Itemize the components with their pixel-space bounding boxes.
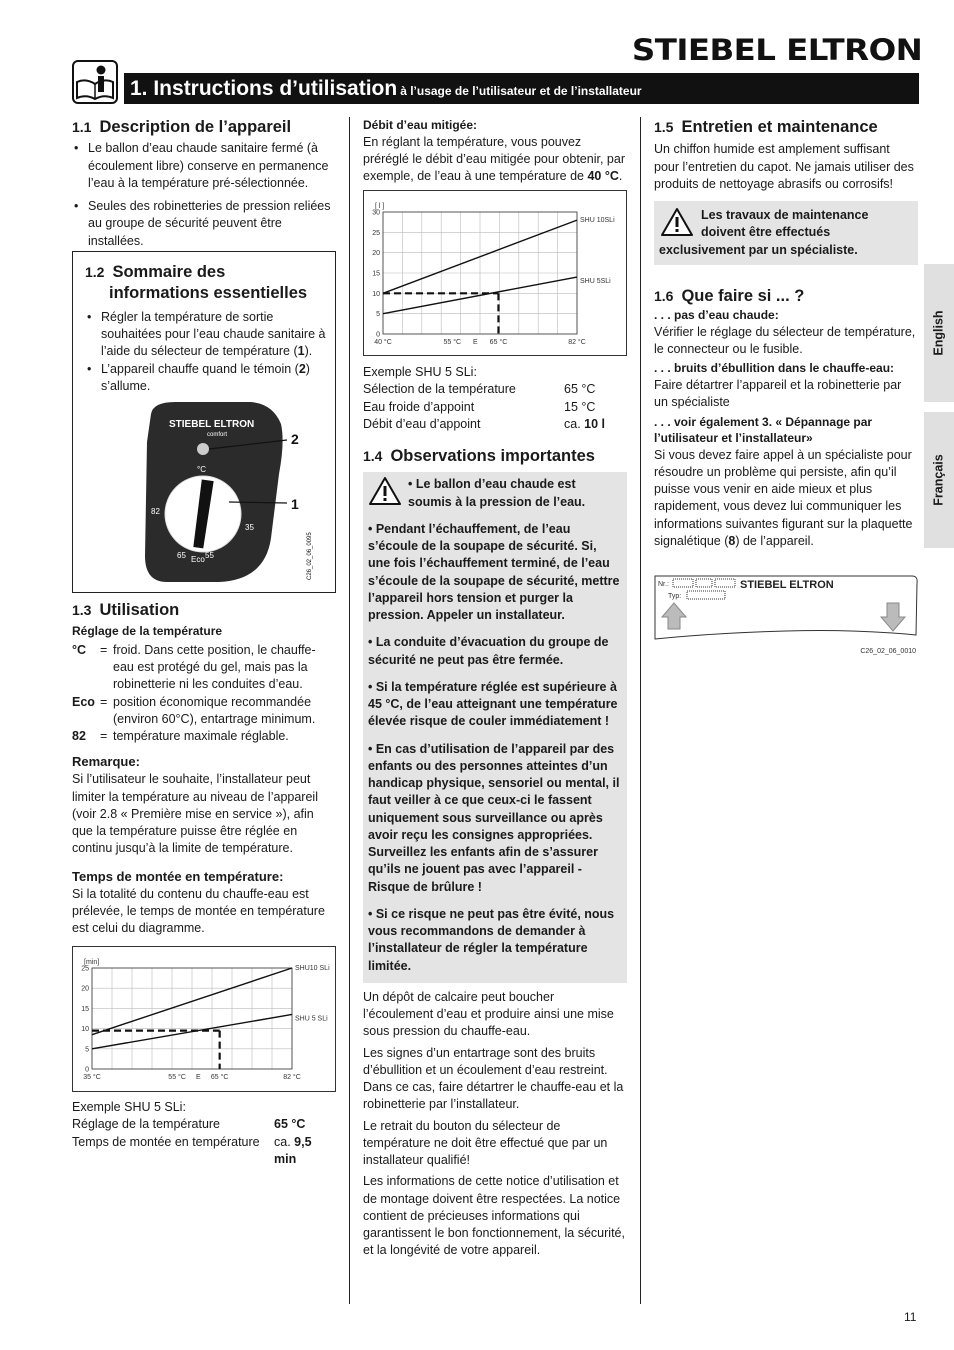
series-label: SHU 5 SLi <box>295 1015 328 1023</box>
example-row: Eau froide d’appoint 15 °C <box>363 399 596 414</box>
dial-mark-eco: Eco <box>191 555 205 564</box>
type-plate-illustration <box>654 575 918 657</box>
heading-number: 1.4 <box>363 448 383 464</box>
warning-text: • La conduite d’évacuation du groupe de sécurité ne peut pas être fermée. <box>368 635 609 667</box>
example-row: Temps de montée en température ca. 9,5 min <box>72 1134 312 1166</box>
x-tick-label: E <box>473 339 478 346</box>
question: . . . voir également 3. « Dépannage par l’utilisateur et l’installateur» <box>654 414 873 446</box>
heading-text: Entretien et maintenance <box>681 118 878 136</box>
list-item: • L’appareil chauffe quand le témoin (2) s’allume. <box>85 361 327 396</box>
paragraph: Les informations de cette notice d’utilisation et de montage doivent être respectées. La notice contient de précieuses informations qui garantissent le bon fonctionnement, la sécurité, et la longévité de votre appareil. <box>363 1174 625 1258</box>
section-title: 1. Instructions d’utilisation <box>130 77 398 100</box>
y-tick-label: 5 <box>376 311 380 319</box>
y-tick-label: 15 <box>81 1005 89 1013</box>
section-subtitle: à l’usage de l’utilisateur et de l’installateur <box>400 84 642 98</box>
question: . . . bruits d’ébullition dans le chauffe-eau: <box>654 361 895 376</box>
dial-mark-35: 35 <box>245 523 254 532</box>
example-row: Sélection de la température 65 °C <box>363 382 596 397</box>
warning-text: • Le ballon d’eau chaude est soumis à la pression de l’eau. <box>408 477 586 509</box>
mixed-water-intro <box>363 117 627 185</box>
warning-triangle-icon <box>368 476 402 506</box>
example-title: Exemple SHU 5 SLi: <box>363 365 477 379</box>
definition-row: 82 = température maximale réglable. <box>72 729 289 744</box>
rise-text: Si la totalité du contenu du chauffe-eau est prélevée, le temps de montée en température est celui du diagramme. <box>72 886 325 936</box>
x-tick-label: 55 °C <box>168 1074 186 1081</box>
y-tick-label: 10 <box>81 1026 89 1034</box>
heading-text: Que faire si ... ? <box>681 287 805 305</box>
x-tick-label: E <box>196 1074 201 1081</box>
callout-2: 2 <box>291 431 299 447</box>
y-tick-label: 10 <box>372 290 380 298</box>
heading-number: 1.5 <box>654 119 674 135</box>
mixed-water-chart <box>363 190 627 356</box>
question: . . . pas d’eau chaude: <box>654 308 779 323</box>
rise-title: Temps de montée en température: <box>72 868 284 884</box>
list-item: • Le ballon d’eau chaude sanitaire fermé (à écoulement libre) conserve en permanence l’eau à la température pré-sélectionnée. <box>72 140 336 192</box>
paragraph: Le retrait du bouton du sélecteur de température ne doit être effectué que par un installateur qualifié! <box>363 1118 608 1168</box>
x-tick-label: 55 °C <box>443 339 462 346</box>
dial-unit: °C <box>197 465 206 474</box>
x-tick-label: 82 °C <box>568 339 586 346</box>
page-number: 11 <box>904 1310 917 1324</box>
heading-text: Observations importantes <box>390 447 595 465</box>
y-tick-label: 15 <box>372 270 380 278</box>
x-tick-label: 65 °C <box>210 1074 229 1081</box>
example-title: Exemple SHU 5 SLi: <box>72 1100 186 1114</box>
brand-logo: STIEBEL ELTRON <box>631 33 922 67</box>
heading-number: 1.6 <box>654 288 674 304</box>
mix-text: En réglant la température, vous pouvez préréglé le débit d’eau mitigée pour obtenir, par exemple, de l’eau à une température de 40 °C. <box>363 134 625 184</box>
y-tick-label: 20 <box>372 250 380 258</box>
y-tick-label: 0 <box>85 1066 89 1074</box>
remark-text: Si l’utilisateur le souhaite, l’installateur peut limiter la température au niveau de l’appareil (voir 2.8 « Première mise en service »), afin que la température puisse être réglée en continu jusqu’à la limite de température. <box>72 772 318 856</box>
definition-row: °C = froid. Dans cette position, le chauffe-eau est protégé du gel, mais pas la robinetterie ni les conduites d’eau. <box>72 642 316 692</box>
plate-typ-label: Typ: <box>668 593 682 600</box>
essential-info-box <box>72 251 336 593</box>
mix-title: Débit d’eau mitigée: <box>363 118 478 132</box>
dial-mark-65: 65 <box>177 551 186 560</box>
paragraph: Les signes d’un entartrage sont des bruits d’ébullition et un écoulement d’eau restreint. Dans ce cas, faire détartrer le chauffe-eau et la robinetterie par l’installateur. <box>363 1045 624 1112</box>
heat-up-example <box>72 1099 336 1168</box>
heading-text: Utilisation <box>99 601 180 619</box>
subheading: Réglage de la température <box>72 624 223 639</box>
section-1-6 <box>654 286 918 550</box>
warning-text: • Si la température réglée est supérieure à 45 °C, de l’eau atteignant une température élevée risque de couler immédiatement ! <box>368 679 618 729</box>
callout-1: 1 <box>291 496 299 512</box>
warning-text: • Si ce risque ne peut pas être évité, nous vous recommandons de demander à l’installateur de régler la température limitée. <box>368 906 615 973</box>
section-1-1 <box>72 117 336 250</box>
paragraph: Un dépôt de calcaire peut boucher l’écoulement d’eau et produire ainsi une mise sous pression du chauffe-eau. <box>363 989 614 1039</box>
warning-triangle-icon <box>659 207 695 237</box>
figure-code: C26_02_06_0010 <box>860 648 916 655</box>
section-1-3 <box>72 600 336 937</box>
x-tick-label: 65 °C <box>489 339 508 346</box>
list-item: • Régler la température de sortie souhaitées pour l’eau chaude sanitaire à l’aide du sélecteur de température (1). <box>85 309 327 361</box>
heading-number: 1.2 <box>85 264 105 280</box>
x-tick-label: 35 °C <box>83 1074 101 1081</box>
plate-nr-label: Nr.: <box>658 581 669 588</box>
y-tick-label: 30 <box>372 209 380 217</box>
warning-text: • En cas d’utilisation de l’appareil par des enfants ou des personnes atteintes d’un handicap physique, sensoriel ou mental, il faut veiller à ce que ceux-ci le fassent uniquement sous surveillance ou après avoir reçu les consignes appropriées. Surveillez les enfants afin de s’assurer qu’ils ne jouent pas avec l’appareil - Risque de brûlure ! <box>368 741 620 894</box>
indicator-lamp <box>197 443 209 455</box>
list-item: • Seules des robinetteries de pression reliées au groupe de sécurité peuvent être installées. <box>72 198 336 250</box>
y-tick-label: 20 <box>81 985 89 993</box>
maintenance-warning-box <box>654 201 918 265</box>
answer: Si vous devez faire appel à un spécialiste pour résoudre un problème qui persiste, afin qu’il puisse vous venir en aide mieux et plus rapidement, vous devez lui communiquer les informations suivantes figurant sur la plaquette signalétique (8) de l’appareil. <box>654 447 913 548</box>
heading-text: Description de l’appareil <box>99 118 292 136</box>
paragraph: Un chiffon humide est amplement suffisant pour l’entretien du capot. Ne jamais utiliser des produits de nettoyage abrasifs ou corrosifs! <box>654 142 914 191</box>
example-row: Réglage de la température 65 °C <box>72 1117 306 1132</box>
series-label: SHU 10SLi <box>580 217 615 225</box>
definition-row: Eco = position économique recommandée (environ 60°C), entartrage minimum. <box>72 694 316 726</box>
column-divider <box>640 117 641 1304</box>
heat-up-time-chart <box>72 946 336 1092</box>
warning-text: • Pendant l’échauffement, de l’eau s’écoule de la soupape de sécurité. Si, une fois l’échauffement terminé, de l’eau s’écoule de la soupape de sécurité, mettre l’appareil hors tension et purger la pression. Appeler un installateur. <box>368 521 620 623</box>
x-tick-label: 82 °C <box>283 1074 301 1081</box>
example-row: Débit d’eau d’appoint ca. 10 l <box>363 416 606 431</box>
warning-text: Les travaux de maintenance doivent être effectués exclusivement par un spécialiste. <box>659 208 869 257</box>
section-1-4 <box>363 446 627 1260</box>
figure-code: C26_02_06_0095 <box>307 532 313 580</box>
device-front-illustration <box>139 402 329 588</box>
heading-number: 1.3 <box>72 602 92 618</box>
dial-mark-55: 55 <box>205 551 214 560</box>
answer: Faire détartrer l’appareil et la robinetterie par un spécialiste <box>654 378 902 410</box>
plate-brand: STIEBEL ELTRON <box>740 579 834 591</box>
heading-number: 1.1 <box>72 119 92 135</box>
series-label: SHU 5SLi <box>580 278 611 286</box>
warning-box <box>363 472 627 983</box>
tab-francais[interactable]: Français <box>924 412 954 548</box>
remark-title: Remarque: <box>72 754 140 770</box>
y-tick-label: 0 <box>376 331 380 339</box>
device-brand: STIEBEL ELTRON <box>169 419 255 430</box>
manual-reader-icon <box>72 60 118 104</box>
y-tick-label: 25 <box>81 965 89 973</box>
column-divider <box>349 117 350 1304</box>
y-tick-label: 25 <box>372 229 380 237</box>
y-axis-unit: [min] <box>84 959 100 966</box>
y-tick-label: 5 <box>85 1046 89 1054</box>
y-axis-unit: [ l ] <box>375 203 385 210</box>
device-model: comfort <box>207 432 228 438</box>
section-header-bar <box>124 73 919 104</box>
answer: Vérifier le réglage du sélecteur de température, le connecteur ou le fusible. <box>654 324 916 357</box>
mixed-water-example <box>363 364 627 433</box>
x-tick-label: 40 °C <box>374 339 392 346</box>
series-label: SHU10 SLi <box>295 965 330 972</box>
heading-text: Sommaire des informations essentielles <box>109 263 308 303</box>
section-1-5 <box>654 117 918 265</box>
dial-mark-82: 82 <box>151 507 160 516</box>
tab-english[interactable]: English <box>924 264 954 402</box>
